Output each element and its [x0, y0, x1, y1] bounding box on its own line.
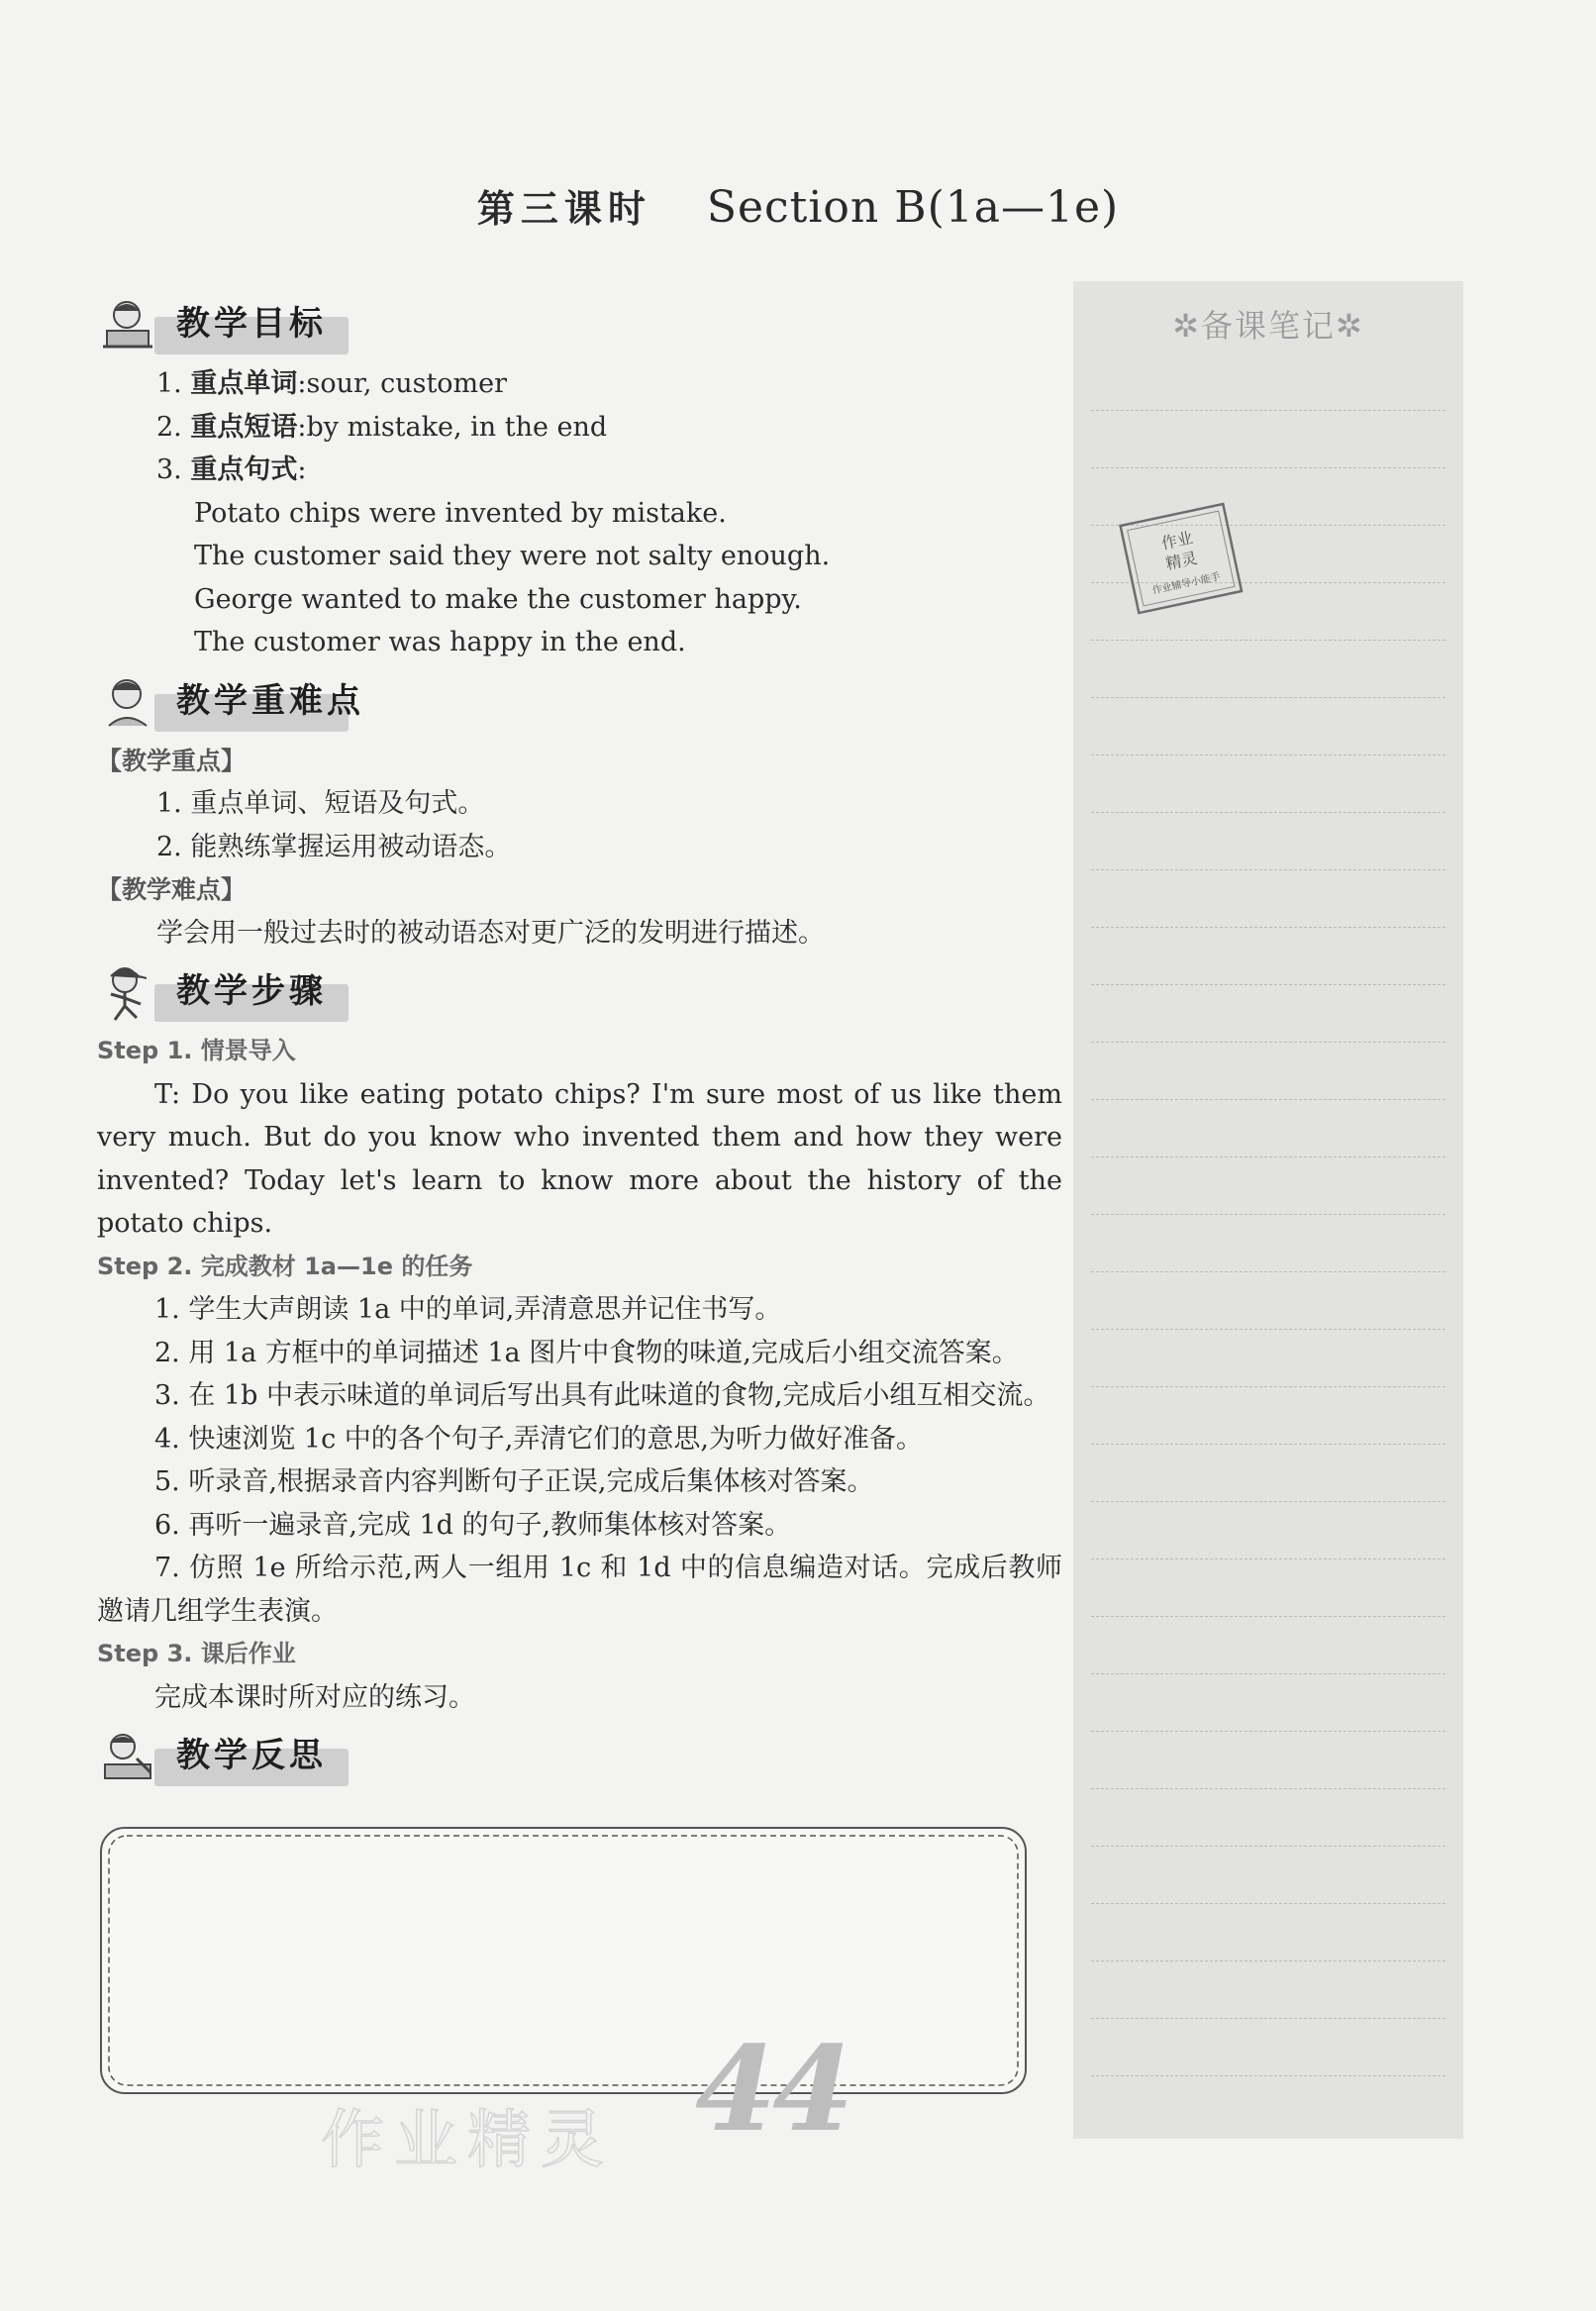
notes-rule-line [1091, 984, 1446, 985]
notes-rule-line [1091, 1903, 1446, 1904]
notes-rule-line [1091, 1731, 1446, 1732]
section-name: Section B(1a—1e) [706, 182, 1120, 233]
notes-rule-line [1091, 410, 1446, 411]
notes-rule-line [1091, 1329, 1446, 1330]
sentence-item: George wanted to make the customer happy. [194, 583, 802, 615]
notes-rule-line [1091, 1099, 1446, 1100]
reflection-box [95, 1822, 1032, 2099]
notes-rule-line [1091, 1386, 1446, 1387]
notes-rule-line [1091, 1788, 1446, 1789]
notes-rule-line [1091, 2018, 1446, 2019]
notes-rule-line [1091, 1501, 1446, 1502]
sentence-item: The customer was happy in the end. [194, 627, 686, 657]
reading-boy-icon [97, 297, 158, 354]
focus-item: 1. 重点单词、短语及句式。 [156, 788, 485, 819]
sentence-item: Potato chips were invented by mistake. [194, 497, 727, 529]
watermark: 作业精灵 [321, 2104, 614, 2177]
step1-title: Step 1. 情景导入 [97, 1037, 296, 1064]
notes-rule-line [1091, 1156, 1446, 1157]
notes-rule-line [1091, 754, 1446, 755]
steps-heading: 教学步骤 [97, 960, 1062, 1026]
step2-item: 1. 学生大声朗读 1a 中的单词,弄清意思并记住书写。 [154, 1294, 782, 1325]
key-points-heading: 教学重难点 [97, 670, 1062, 736]
notes-rule-line [1091, 467, 1446, 468]
step2-title: Step 2. 完成教材 1a—1e 的任务 [97, 1252, 473, 1280]
notes-rule-line [1091, 2075, 1446, 2076]
svg-text:精灵: 精灵 [1163, 548, 1199, 574]
step2-item: 2. 用 1a 方框中的单词描述 1a 图片中食物的味道,完成后小组交流答案。 [154, 1337, 1019, 1368]
step2-item: 3. 在 1b 中表示味道的单词后写出具有此味道的食物,完成后小组互相交流。 [154, 1380, 1050, 1411]
step2-item: 4. 快速浏览 1c 中的各个句子,弄清它们的意思,为听力做好准备。 [154, 1423, 923, 1455]
notes-rule-line [1091, 1042, 1446, 1043]
notes-rule-line [1091, 1846, 1446, 1847]
difficulty-text: 学会用一般过去时的被动语态对更广泛的发明进行描述。 [156, 917, 825, 949]
main-content [97, 287, 1062, 1794]
notes-rule-line [1091, 1444, 1446, 1445]
writing-boy-icon [97, 1729, 158, 1786]
objective-words: 1. 重点单词:sour, customer [156, 368, 508, 399]
notes-title: ✲备课笔记✲ [1172, 307, 1364, 345]
notes-rule-line [1091, 1558, 1446, 1559]
step2-item: 5. 听录音,根据录音内容判断句子正误,完成后集体核对答案。 [154, 1466, 874, 1497]
notes-rule-line [1091, 1271, 1446, 1272]
difficulty-tag: 【教学难点】 [97, 875, 247, 904]
notes-rule-line [1091, 1960, 1446, 1961]
notes-rule-line [1091, 1673, 1446, 1674]
focus-tag: 【教学重点】 [97, 746, 247, 775]
step1-text: T: Do you like eating potato chips? I'm sure most of us like them very much. But do you know who invented them and how they were invented? Today let's learn to know more about the history of the potato chips. [97, 1078, 1062, 1239]
running-boy-icon [97, 964, 158, 1022]
objective-sentences: 3. 重点句式: [156, 454, 307, 485]
objectives-heading: 教学目标 [97, 293, 1062, 358]
objective-phrases: 2. 重点短语:by mistake, in the end [156, 411, 608, 443]
focus-item: 2. 能熟练掌握运用被动语态。 [156, 831, 512, 862]
notes-rule-line [1091, 1214, 1446, 1215]
lesson-number: 第三课时 [476, 187, 651, 231]
thinking-boy-icon [97, 674, 158, 732]
step2-item: 7. 仿照 1e 所给示范,两人一组用 1c 和 1d 中的信息编造对话。完成后教师邀请几组学生表演。 [97, 1553, 1062, 1627]
notes-rule-line [1091, 1616, 1446, 1617]
sentence-item: The customer said they were not salty enough. [194, 541, 831, 571]
page-number: 44 [695, 2020, 850, 2158]
notes-rule-line [1091, 697, 1446, 698]
notes-rule-line [1091, 640, 1446, 641]
notes-rule-line [1091, 812, 1446, 813]
notes-rule-line [1091, 927, 1446, 928]
step3-title: Step 3. 课后作业 [97, 1640, 296, 1667]
stamp-logo [1111, 500, 1251, 619]
step3-text: 完成本课时所对应的练习。 [154, 1681, 475, 1713]
step2-item: 6. 再听一遍录音,完成 1d 的句子,教师集体核对答案。 [154, 1509, 792, 1541]
lesson-title [0, 178, 1596, 233]
notes-rule-line [1091, 869, 1446, 870]
svg-text:作业: 作业 [1159, 528, 1195, 553]
reflection-heading: 教学反思 [97, 1725, 1062, 1790]
svg-text:作业辅导小能手: 作业辅导小能手 [1150, 571, 1222, 597]
